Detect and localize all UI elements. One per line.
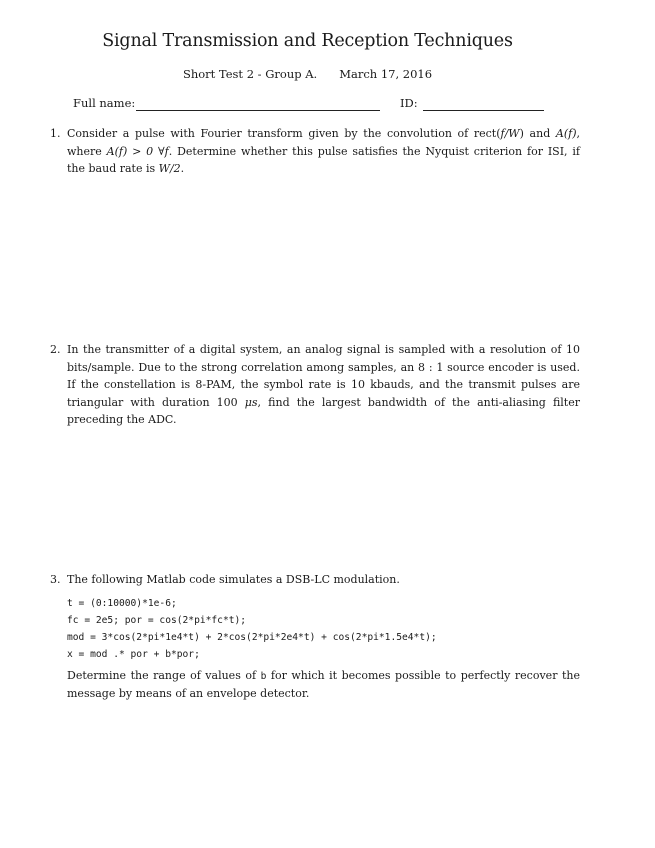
question-text: In the transmitter of a digital system, an analog signal is sampled with a resolution of 10 bits/sample. Due to the strong correlation among samples, an 8 : 1 source encoder is used. If the constellation is 8-PAM, the symbol rate is 10 kbauds, and the transmit pulses are triangular with duration 100 μs, find the largest bandwidth of the anti-aliasing filter preceding the ADC. xyxy=(67,343,580,426)
code-line: t = (0:10000)*1e-6; xyxy=(67,597,177,609)
question-3 xyxy=(50,571,580,703)
question-1 xyxy=(50,125,580,178)
question-text: Consider a pulse with Fourier transform given by the convolution of rect(f/W) and A(f), where A(f) > 0 ∀f. Determine whether this pulse satisfies the Nyquist criterion for ISI, if the baud rate is W/2. xyxy=(67,127,580,175)
test-label: Short Test 2 - Group A. xyxy=(182,67,318,81)
id-label: ID: xyxy=(400,96,418,110)
code-line: mod = 3*cos(2*pi*1e4*t) + 2*cos(2*pi*2e4*t) + cos(2*pi*1.5e4*t); xyxy=(67,631,437,643)
test-date: March 17, 2016 xyxy=(339,67,433,81)
question-number: 3. xyxy=(50,573,61,586)
full-name-label: Full name: xyxy=(73,96,136,110)
page-title: Signal Transmission and Reception Techniques xyxy=(102,31,513,51)
full-name-field[interactable] xyxy=(136,110,380,111)
id-field[interactable] xyxy=(423,110,544,111)
question-2 xyxy=(50,341,580,429)
code-line: fc = 2e5; por = cos(2*pi*fc*t); xyxy=(67,614,247,626)
matlab-code-block xyxy=(67,595,580,663)
question-number: 1. xyxy=(50,127,61,140)
question-number: 2. xyxy=(50,343,61,356)
question-instruction: Determine the range of values of b for which it becomes possible to perfectly recover the message by means of an envelope detector. xyxy=(67,668,580,700)
code-line: x = mod .* por + b*por; xyxy=(67,648,200,660)
question-text: The following Matlab code simulates a DSB-LC modulation. xyxy=(67,573,400,586)
test-subtitle xyxy=(0,67,615,81)
